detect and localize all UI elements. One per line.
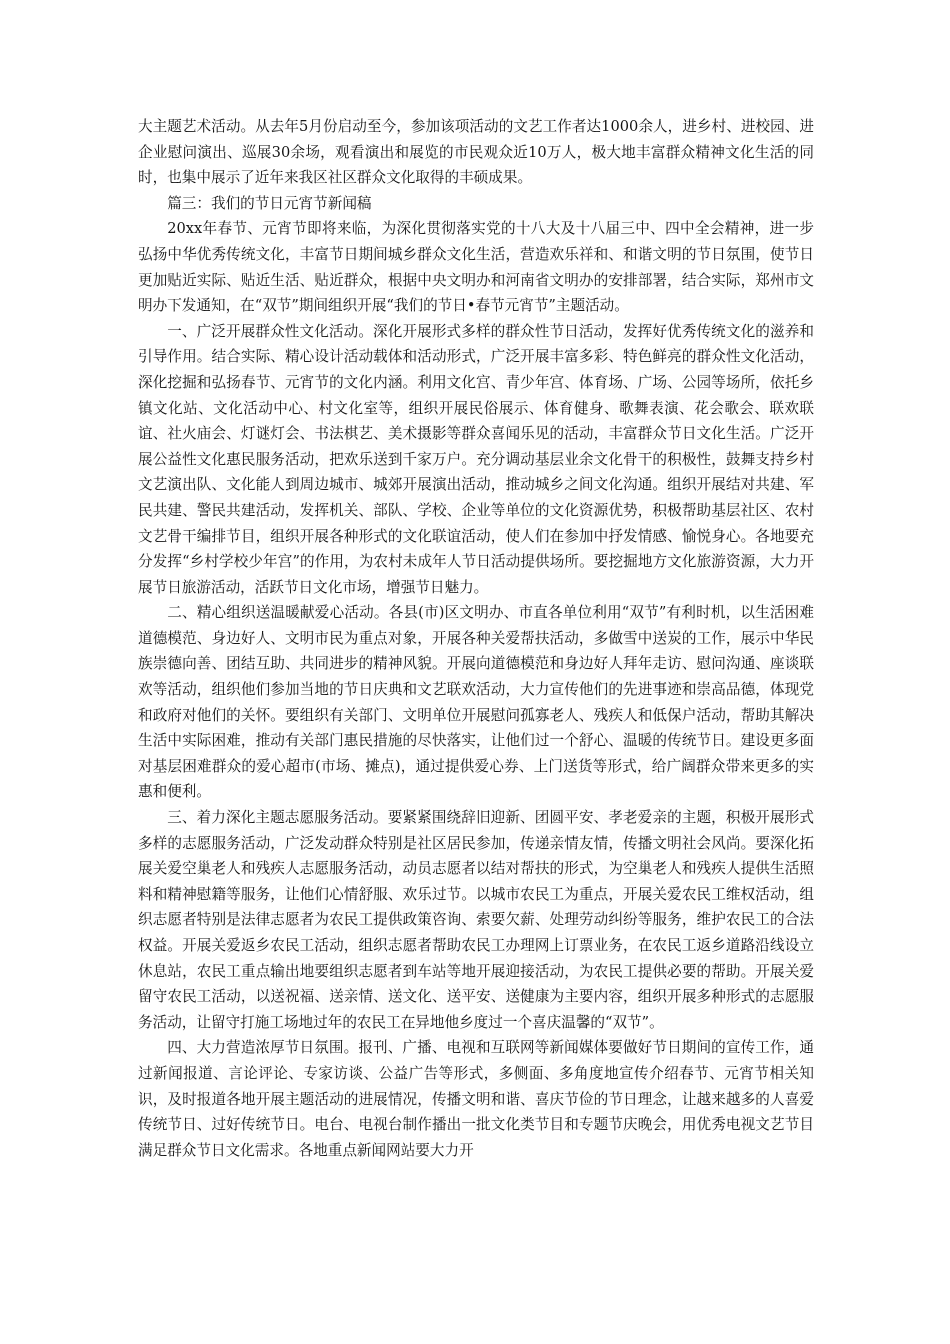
- paragraph-section-4: 四、大力营造浓厚节日氛围。报刊、广播、电视和互联网等新闻媒体要做好节日期间的宣传工作，通过新闻报道、言论评论、专家访谈、公益广告等形式，多侧面、多角度地宣传介绍春节、元宵节相关知识，及时报道各地开展主题活动的进展情况，传播文明和谐、喜庆节俭的节日理念，让越来越多的人喜爱传统节日、过好传统节日。电台、电视台制作播出一批文化类节目和专题节庆晚会，用优秀电视文艺节目满足群众节日文化需求。各地重点新闻网站要大力开: [138, 1039, 814, 1159]
- document-page: [138, 114, 814, 1163]
- paragraph-section-3: 三、着力深化主题志愿服务活动。要紧紧围绕辞旧迎新、团圆平安、孝老爱亲的主题，积极开展形式多样的志愿服务活动，广泛发动群众特别是社区居民参加，传递亲情友情，传播文明社会风尚。要深化拓展关爱空巢老人和残疾人志愿服务活动，动员志愿者以结对帮扶的形式，为空巢老人和残疾人提供生活照料和精神慰籍等服务，让他们心情舒服、欢乐过节。以城市农民工为重点，开展关爱农民工维权活动，组织志愿者特别是法律志愿者为农民工提供政策咨询、索要欠薪、处理劳动纠纷等服务，维护农民工的合法权益。开展关爱返乡农民工活动，组织志愿者帮助农民工办理网上订票业务，在农民工返乡道路沿线设立休息站，农民工重点输出地要组织志愿者到车站等地开展迎接活动，为农民工提供必要的帮助。开展关爱留守农民工活动，以送祝福、送亲情、送文化、送平安、送健康为主要内容，组织开展多种形式的志愿服务活动，让留守打施工场地过年的农民工在异地他乡度过一个喜庆温馨的“双节”。: [138, 809, 814, 1031]
- paragraph-continuation: 大主题艺术活动。从去年5月份启动至今，参加该项活动的文艺工作者达1000余人，进乡村、进校园、进企业慰问演出、巡展30余场，观看演出和展览的市民观众近10万人，极大地丰富群众精神文化生活的同时，也集中展示了近年来我区社区群众文化取得的丰硕成果。: [138, 118, 814, 187]
- paragraph-section-2: 二、精心组织送温暖献爱心活动。各县(市)区文明办、市直各单位利用“双节”有利时机，以生活困难道德模范、身边好人、文明市民为重点对象，开展各种关爱帮扶活动，多做雪中送炭的工作，展示中华民族崇德向善、团结互助、共同进步的精神风貌。开展向道德模范和身边好人拜年走访、慰问沟通、座谈联欢等活动，组织他们参加当地的节日庆典和文艺联欢活动，大力宣传他们的先进事迹和崇高品德，体现党和政府对他们的关怀。要组织有关部门、文明单位开展慰问孤寡老人、残疾人和低保户活动，帮助其解决生活中实际困难，推动有关部门惠民措施的尽快落实，让他们过一个舒心、温暖的传统节日。建设更多面对基层困难群众的爱心超市(市场、摊点)，通过提供爱心券、上门送货等形式，给广阔群众带来更多的实惠和便利。: [138, 604, 814, 801]
- paragraph-intro: 20xx年春节、元宵节即将来临，为深化贯彻落实党的十八大及十八届三中、四中全会精神，进一步弘扬中华优秀传统文化，丰富节日期间城乡群众文化生活，营造欢乐祥和、和谐文明的节日氛围，使节日更加贴近实际、贴近生活、贴近群众，根据中央文明办和河南省文明办的安排部署，结合实际，郑州市文明办下发通知，在“双节”期间组织开展“我们的节日•春节元宵节”主题活动。: [138, 220, 814, 315]
- paragraph-section-1: 一、广泛开展群众性文化活动。深化开展形式多样的群众性节日活动，发挥好优秀传统文化的滋养和引导作用。结合实际、精心设计活动载体和活动形式，广泛开展丰富多彩、特色鲜亮的群众性文化活动，深化挖掘和弘扬春节、元宵节的文化内涵。利用文化宫、青少年宫、体育场、广场、公园等场所，依托乡镇文化站、文化活动中心、村文化室等，组织开展民俗展示、体育健身、歌舞表演、花会歌会、联欢联谊、社火庙会、灯谜灯会、书法棋艺、美术摄影等群众喜闻乐见的活动，丰富群众节日文化生活。广泛开展公益性文化惠民服务活动，把欢乐送到千家万户。充分调动基层业余文化骨干的积极性，鼓舞支持乡村文艺演出队、文化能人到周边城市、城郊开展演出活动，推动城乡之间文化沟通。组织开展结对共建、军民共建、警民共建活动，发挥机关、部队、学校、企业等单位的文化资源优势，积极帮助基层社区、农村文艺骨干编排节目，组织开展各种形式的文化联谊活动，使人们在参加中抒发情感、愉悦身心。各地要充分发挥“乡村学校少年宫”的作用，为农村未成年人节日活动提供场所。要挖掘地方文化旅游资源，大力开展节日旅游活动，活跃节日文化市场，增强节日魅力。: [138, 322, 814, 596]
- section-heading: 篇三：我们的节日元宵节新闻稿: [167, 194, 372, 212]
